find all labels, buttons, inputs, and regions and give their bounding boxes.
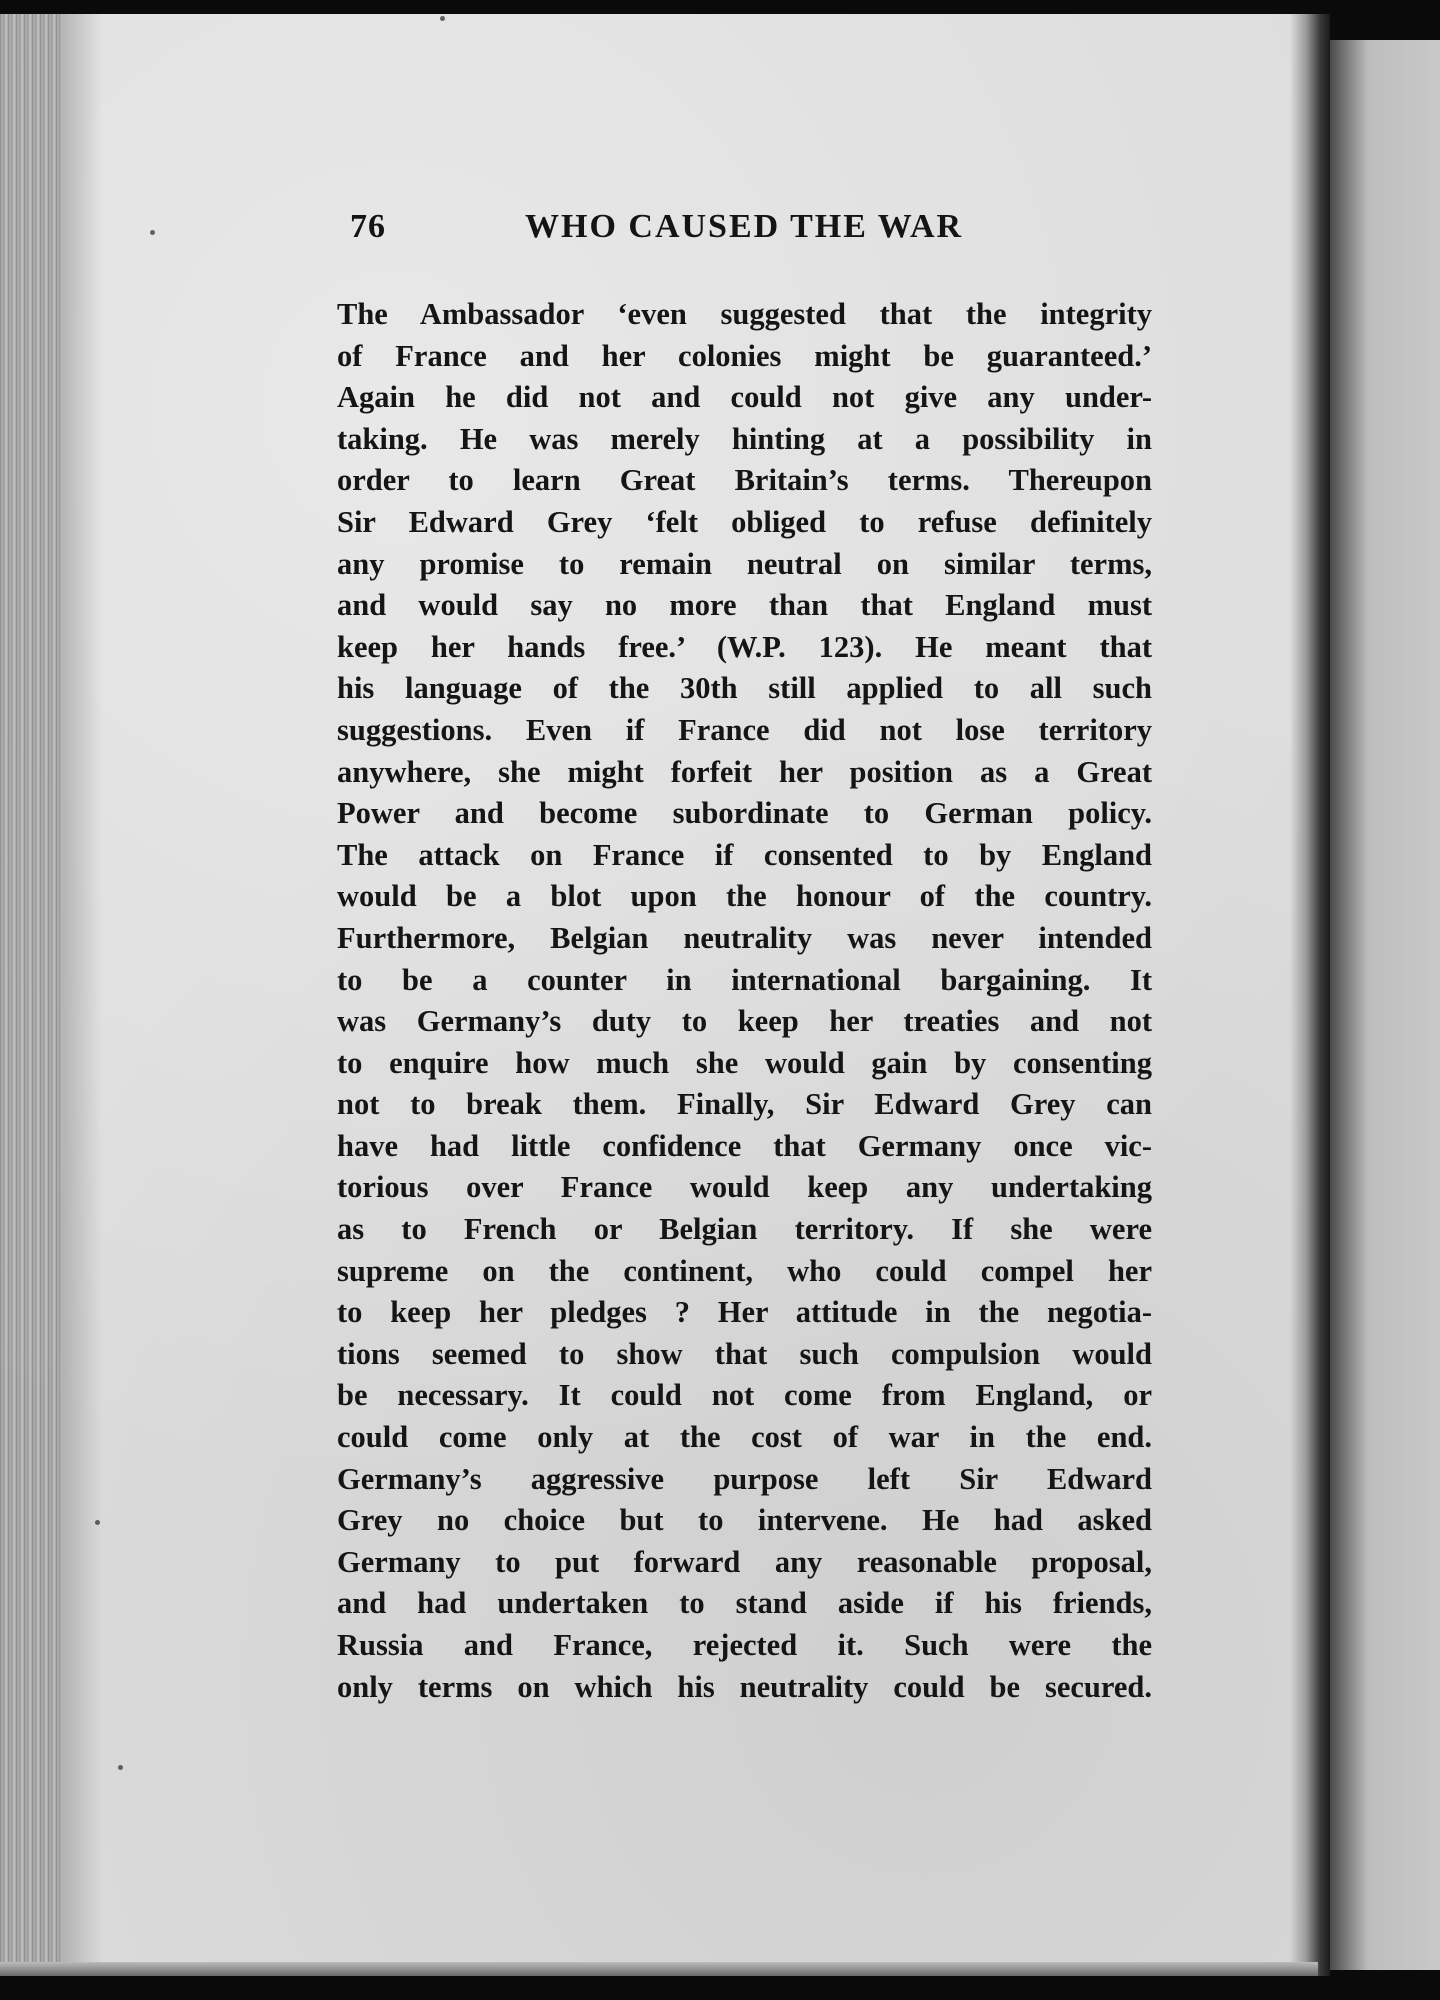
text-line: have had little confidence that Germany once vic-	[337, 1128, 1152, 1163]
dust-speck	[440, 16, 445, 21]
text-line: would be a blot upon the honour of the country.	[337, 879, 1152, 914]
text-line: to be a counter in international bargaining. It	[337, 962, 1152, 997]
running-head	[350, 208, 1000, 258]
text-line: to keep her pledges ? Her attitude in the negotia-	[337, 1295, 1152, 1330]
page-number: 76	[350, 208, 386, 245]
text-line: Again he did not and could not give any under-	[337, 380, 1152, 415]
text-line: any promise to remain neutral on similar terms,	[337, 546, 1152, 581]
running-title: WHO CAUSED THE WAR	[525, 208, 964, 245]
text-line: and would say no more than that England must	[337, 588, 1152, 623]
text-line: was Germany’s duty to keep her treaties and not	[337, 1004, 1152, 1039]
text-line: suggestions. Even if France did not lose territory	[337, 712, 1152, 747]
text-line: not to break them. Finally, Sir Edward Grey can	[337, 1087, 1152, 1122]
text-line: tions seemed to show that such compulsion would	[337, 1336, 1152, 1371]
text-line: of France and her colonies might be guaranteed.’	[337, 338, 1152, 373]
text-line: order to learn Great Britain’s terms. Thereupon	[337, 463, 1152, 498]
dust-speck	[95, 1520, 100, 1525]
body-paragraph	[337, 294, 1152, 1708]
facing-page-edge	[1330, 40, 1440, 1970]
text-line: taking. He was merely hinting at a possibility in	[337, 421, 1152, 456]
text-line: anywhere, she might forfeit her position as a Great	[337, 754, 1152, 789]
text-line: The attack on France if consented to by England	[337, 837, 1152, 872]
text-line: Germany to put forward any reasonable proposal,	[337, 1544, 1152, 1579]
text-line: The Ambassador ‘even suggested that the integrity	[337, 297, 1152, 331]
text-line: Power and become subordinate to German policy.	[337, 796, 1152, 831]
text-line: as to French or Belgian territory. If she were	[337, 1212, 1152, 1247]
bottom-page-edge	[0, 1962, 1318, 1976]
text-line: Russia and France, rejected it. Such were the	[337, 1628, 1152, 1662]
binding-gutter	[1290, 14, 1330, 1976]
text-line: Furthermore, Belgian neutrality was never intended	[337, 920, 1152, 955]
text-line: Grey no choice but to intervene. He had asked	[337, 1503, 1152, 1538]
text-line: supreme on the continent, who could compel her	[337, 1253, 1152, 1288]
text-line: be necessary. It could not come from England, or	[337, 1378, 1152, 1413]
page-edge-shadow	[62, 14, 102, 1976]
text-line: could come only at the cost of war in the end.	[337, 1420, 1152, 1455]
text-line: and had undertaken to stand aside if his friends,	[337, 1586, 1152, 1621]
text-line: Sir Edward Grey ‘felt obliged to refuse definitely	[337, 504, 1152, 539]
dust-speck	[118, 1765, 123, 1770]
text-line: torious over France would keep any undertaking	[337, 1170, 1152, 1205]
text-line: keep her hands free.’ (W.P. 123). He meant that	[337, 629, 1152, 664]
dust-speck	[150, 230, 155, 235]
text-line: Germany’s aggressive purpose left Sir Edward	[337, 1461, 1152, 1496]
text-line: to enquire how much she would gain by consenting	[337, 1045, 1152, 1080]
text-line: only terms on which his neutrality could be secured.	[337, 1669, 1152, 1704]
page-stack-edge	[0, 14, 62, 1976]
text-line: his language of the 30th still applied to all such	[337, 671, 1152, 706]
